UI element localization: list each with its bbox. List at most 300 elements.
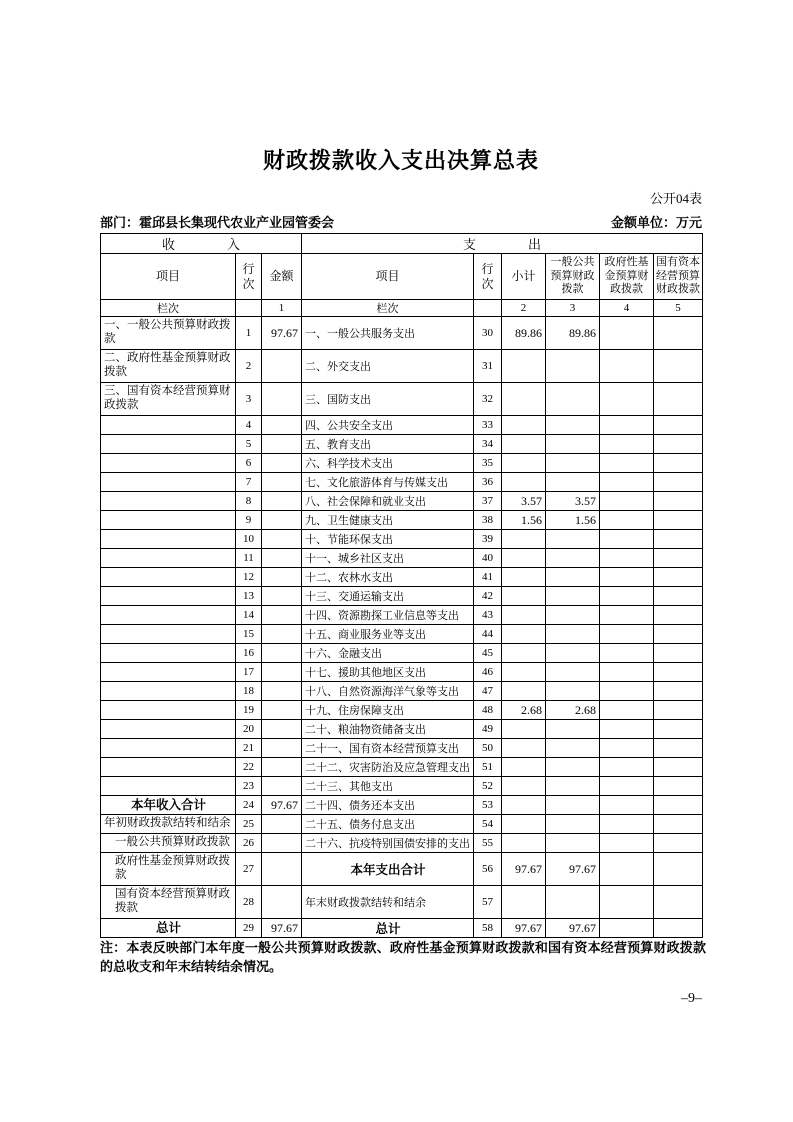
expense-item-cell: 二、外交支出: [302, 350, 474, 383]
expense-general-budget-cell: [546, 739, 600, 758]
income-amount-cell: [262, 383, 302, 416]
expense-subtotal-cell: [502, 834, 546, 853]
table-row: [101, 886, 703, 919]
table-row: [101, 720, 703, 739]
expense-state-capital-cell: [654, 492, 703, 511]
expense-rowno-cell: 54: [474, 815, 502, 834]
income-item-cell: [101, 758, 236, 777]
income-rowno-cell: 3: [236, 383, 262, 416]
income-amount-cell: [262, 644, 302, 663]
expense-general-budget-cell: [546, 435, 600, 454]
page-number: –9–: [681, 991, 702, 1006]
expense-rowno-cell: 49: [474, 720, 502, 739]
expense-general-budget-cell: 3.57: [546, 492, 600, 511]
expense-item-cell: 十、节能环保支出: [302, 530, 474, 549]
expense-general-budget-cell: [546, 625, 600, 644]
expense-subtotal-cell: 97.67: [502, 919, 546, 938]
income-rowno-cell: 5: [236, 435, 262, 454]
expense-item-cell: 三、国防支出: [302, 383, 474, 416]
table-row: [101, 834, 703, 853]
expense-state-capital-cell: [654, 511, 703, 530]
income-amount-cell: [262, 682, 302, 701]
expense-general-budget-cell: [546, 530, 600, 549]
expense-rowno-cell: 58: [474, 919, 502, 938]
expense-rowno-cell: 53: [474, 796, 502, 815]
income-rowno-cell: 19: [236, 701, 262, 720]
income-rowno-cell: 2: [236, 350, 262, 383]
expense-state-capital-cell: [654, 886, 703, 919]
expense-subtotal-cell: [502, 796, 546, 815]
expense-state-capital-cell: [654, 530, 703, 549]
table-row: [101, 777, 703, 796]
expense-item-cell: 二十、粮油物资储备支出: [302, 720, 474, 739]
income-item-cell: [101, 720, 236, 739]
table-row: [101, 454, 703, 473]
income-item-cell: [101, 701, 236, 720]
income-item-cell: [101, 625, 236, 644]
page-title: 财政拨款收入支出决算总表: [262, 148, 539, 173]
table-row: [101, 350, 703, 383]
expense-gov-fund-cell: [600, 606, 654, 625]
expense-item-cell: 十六、金融支出: [302, 644, 474, 663]
expense-state-capital-cell: [654, 701, 703, 720]
income-amount-cell: 97.67: [262, 796, 302, 815]
income-rowno-cell: 24: [236, 796, 262, 815]
expense-item-cell: 八、社会保障和就业支出: [302, 492, 474, 511]
expense-subtotal-cell: [502, 815, 546, 834]
expense-rowno-cell: 42: [474, 587, 502, 606]
income-item-cell: [101, 663, 236, 682]
expense-section-header: 支 出: [302, 234, 703, 254]
income-rowno-cell: 10: [236, 530, 262, 549]
table-row: [101, 530, 703, 549]
expense-item-cell: 六、科学技术支出: [302, 454, 474, 473]
expense-item-cell: 二十二、灾害防治及应急管理支出: [302, 758, 474, 777]
expense-subtotal-cell: [502, 383, 546, 416]
table-row: [101, 815, 703, 834]
table-row: [101, 606, 703, 625]
income-item-cell: [101, 587, 236, 606]
expense-rowno-cell: 56: [474, 853, 502, 886]
department-label: 部门：霍邱县长集现代农业产业园管委会: [100, 215, 335, 230]
expense-item-cell: 十九、住房保障支出: [302, 701, 474, 720]
income-item-cell: [101, 492, 236, 511]
table-row: [101, 492, 703, 511]
income-item-cell: [101, 777, 236, 796]
expense-state-capital-cell: [654, 606, 703, 625]
expense-general-budget-cell: [546, 834, 600, 853]
expense-general-budget-cell: [546, 758, 600, 777]
expense-general-budget-cell: [546, 383, 600, 416]
income-rowno-cell: 11: [236, 549, 262, 568]
lanci-col-3: 3: [546, 300, 600, 317]
expense-item-cell: 二十五、债务付息支出: [302, 815, 474, 834]
section-header-row: [101, 234, 703, 254]
expense-rowno-cell: 51: [474, 758, 502, 777]
expense-subtotal-cell: [502, 530, 546, 549]
income-section-header: 收 入: [101, 234, 302, 254]
income-item-cell: [101, 644, 236, 663]
income-amount-cell: [262, 815, 302, 834]
table-row: [101, 549, 703, 568]
table-row: [101, 511, 703, 530]
expense-rowno-cell: 36: [474, 473, 502, 492]
lanci-col-2: 2: [502, 300, 546, 317]
expense-state-capital-cell: [654, 919, 703, 938]
expense-item-cell: 二十一、国有资本经营预算支出: [302, 739, 474, 758]
col-income-rowno: 行次: [236, 254, 262, 300]
expense-subtotal-cell: [502, 886, 546, 919]
table-row: [101, 473, 703, 492]
income-item-cell: 总计: [101, 919, 236, 938]
expense-gov-fund-cell: [600, 317, 654, 350]
income-amount-cell: [262, 739, 302, 758]
expense-gov-fund-cell: [600, 701, 654, 720]
expense-item-cell: 本年支出合计: [302, 853, 474, 886]
income-amount-cell: [262, 606, 302, 625]
expense-rowno-cell: 41: [474, 568, 502, 587]
expense-rowno-cell: 44: [474, 625, 502, 644]
income-rowno-cell: 8: [236, 492, 262, 511]
expense-rowno-cell: 34: [474, 435, 502, 454]
expense-general-budget-cell: [546, 886, 600, 919]
expense-state-capital-cell: [654, 758, 703, 777]
expense-gov-fund-cell: [600, 758, 654, 777]
income-rowno-cell: 15: [236, 625, 262, 644]
income-amount-cell: [262, 834, 302, 853]
expense-gov-fund-cell: [600, 473, 654, 492]
expense-gov-fund-cell: [600, 492, 654, 511]
expense-item-cell: 年末财政拨款结转和结余: [302, 886, 474, 919]
table-row: [101, 682, 703, 701]
expense-subtotal-cell: [502, 473, 546, 492]
expense-gov-fund-cell: [600, 530, 654, 549]
expense-general-budget-cell: [546, 568, 600, 587]
expense-rowno-cell: 43: [474, 606, 502, 625]
expense-general-budget-cell: [546, 663, 600, 682]
expense-rowno-cell: 30: [474, 317, 502, 350]
table-row: [101, 739, 703, 758]
column-header-row: [101, 254, 703, 300]
income-rowno-cell: 6: [236, 454, 262, 473]
expense-general-budget-cell: [546, 606, 600, 625]
income-rowno-cell: 12: [236, 568, 262, 587]
expense-general-budget-cell: [546, 644, 600, 663]
expense-item-cell: 十八、自然资源海洋气象等支出: [302, 682, 474, 701]
lanci-col-5: 5: [654, 300, 703, 317]
income-amount-cell: [262, 777, 302, 796]
expense-rowno-cell: 40: [474, 549, 502, 568]
expense-state-capital-cell: [654, 435, 703, 454]
col-expense-item: 项目: [302, 254, 474, 300]
expense-gov-fund-cell: [600, 815, 654, 834]
expense-state-capital-cell: [654, 350, 703, 383]
expense-item-cell: 总计: [302, 919, 474, 938]
expense-state-capital-cell: [654, 720, 703, 739]
expense-item-cell: 二十六、抗疫特别国债安排的支出: [302, 834, 474, 853]
expense-state-capital-cell: [654, 644, 703, 663]
income-rowno-cell: 14: [236, 606, 262, 625]
table-row: [101, 568, 703, 587]
expense-state-capital-cell: [654, 473, 703, 492]
income-item-cell: 年初财政拨款结转和结余: [101, 815, 236, 834]
income-item-cell: [101, 416, 236, 435]
expense-item-cell: 二十三、其他支出: [302, 777, 474, 796]
income-amount-cell: [262, 454, 302, 473]
income-amount-cell: [262, 758, 302, 777]
expense-general-budget-cell: 2.68: [546, 701, 600, 720]
income-amount-cell: [262, 473, 302, 492]
income-item-cell: 本年收入合计: [101, 796, 236, 815]
expense-general-budget-cell: [546, 549, 600, 568]
table-row: [101, 758, 703, 777]
table-row: [101, 701, 703, 720]
lanci-empty-cell: [236, 300, 262, 317]
expense-subtotal-cell: [502, 568, 546, 587]
income-rowno-cell: 17: [236, 663, 262, 682]
expense-rowno-cell: 48: [474, 701, 502, 720]
income-item-cell: 二、政府性基金预算财政拨款: [101, 350, 236, 383]
expense-general-budget-cell: [546, 720, 600, 739]
expense-state-capital-cell: [654, 777, 703, 796]
expense-gov-fund-cell: [600, 435, 654, 454]
expense-gov-fund-cell: [600, 834, 654, 853]
final-accounts-table: [100, 233, 703, 938]
lanci-col-1: 1: [262, 300, 302, 317]
expense-state-capital-cell: [654, 796, 703, 815]
expense-rowno-cell: 57: [474, 886, 502, 919]
income-amount-cell: [262, 350, 302, 383]
income-amount-cell: [262, 511, 302, 530]
income-rowno-cell: 18: [236, 682, 262, 701]
income-amount-cell: [262, 549, 302, 568]
expense-item-cell: 十四、资源勘探工业信息等支出: [302, 606, 474, 625]
expense-general-budget-cell: [546, 796, 600, 815]
lanci-col-4: 4: [600, 300, 654, 317]
income-rowno-cell: 21: [236, 739, 262, 758]
expense-general-budget-cell: [546, 682, 600, 701]
lanci-empty-cell: [474, 300, 502, 317]
expense-subtotal-cell: [502, 587, 546, 606]
income-item-cell: 国有资本经营预算财政拨款: [101, 886, 236, 919]
income-rowno-cell: 1: [236, 317, 262, 350]
expense-general-budget-cell: [546, 454, 600, 473]
income-rowno-cell: 23: [236, 777, 262, 796]
income-item-cell: [101, 435, 236, 454]
expense-general-budget-cell: 1.56: [546, 511, 600, 530]
expense-state-capital-cell: [654, 568, 703, 587]
table-row: [101, 796, 703, 815]
expense-gov-fund-cell: [600, 383, 654, 416]
table-row: [101, 853, 703, 886]
expense-subtotal-cell: [502, 682, 546, 701]
col-expense-subtotal: 小计: [502, 254, 546, 300]
table-row: [101, 416, 703, 435]
expense-rowno-cell: 33: [474, 416, 502, 435]
table-row: [101, 644, 703, 663]
expense-subtotal-cell: [502, 350, 546, 383]
form-label: 公开04表: [649, 191, 702, 206]
income-rowno-cell: 20: [236, 720, 262, 739]
table-row: [101, 919, 703, 938]
col-income-amount: 金额: [262, 254, 302, 300]
table-row: [101, 587, 703, 606]
expense-rowno-cell: 55: [474, 834, 502, 853]
expense-state-capital-cell: [654, 317, 703, 350]
expense-subtotal-cell: [502, 454, 546, 473]
expense-rowno-cell: 52: [474, 777, 502, 796]
expense-rowno-cell: 45: [474, 644, 502, 663]
income-amount-cell: [262, 530, 302, 549]
income-item-cell: [101, 682, 236, 701]
expense-subtotal-cell: 97.67: [502, 853, 546, 886]
expense-gov-fund-cell: [600, 587, 654, 606]
expense-gov-fund-cell: [600, 511, 654, 530]
income-item-cell: 三、国有资本经营预算财政拨款: [101, 383, 236, 416]
expense-rowno-cell: 46: [474, 663, 502, 682]
expense-gov-fund-cell: [600, 350, 654, 383]
expense-rowno-cell: 39: [474, 530, 502, 549]
expense-subtotal-cell: [502, 777, 546, 796]
expense-state-capital-cell: [654, 853, 703, 886]
expense-general-budget-cell: 97.67: [546, 853, 600, 886]
income-amount-cell: [262, 625, 302, 644]
expense-subtotal-cell: [502, 435, 546, 454]
income-item-cell: 一、一般公共预算财政拨款: [101, 317, 236, 350]
expense-state-capital-cell: [654, 834, 703, 853]
expense-state-capital-cell: [654, 682, 703, 701]
expense-rowno-cell: 50: [474, 739, 502, 758]
income-amount-cell: [262, 587, 302, 606]
income-rowno-cell: 25: [236, 815, 262, 834]
meta-row: [100, 212, 702, 231]
expense-item-cell: 四、公共安全支出: [302, 416, 474, 435]
income-item-cell: 政府性基金预算财政拨款: [101, 853, 236, 886]
expense-state-capital-cell: [654, 383, 703, 416]
income-rowno-cell: 7: [236, 473, 262, 492]
expense-item-cell: 二十四、债务还本支出: [302, 796, 474, 815]
income-rowno-cell: 9: [236, 511, 262, 530]
table-row: [101, 435, 703, 454]
income-amount-cell: [262, 853, 302, 886]
expense-gov-fund-cell: [600, 853, 654, 886]
expense-general-budget-cell: [546, 350, 600, 383]
income-amount-cell: [262, 568, 302, 587]
expense-subtotal-cell: [502, 644, 546, 663]
expense-gov-fund-cell: [600, 919, 654, 938]
expense-general-budget-cell: [546, 587, 600, 606]
table-note: 注：本表反映部门本年度一般公共预算财政拨款、政府性基金预算财政拨款和国有资本经营预算财政拨款的总收支和年末结转结余情况。: [100, 940, 706, 974]
income-rowno-cell: 22: [236, 758, 262, 777]
expense-gov-fund-cell: [600, 568, 654, 587]
expense-state-capital-cell: [654, 739, 703, 758]
expense-general-budget-cell: 89.86: [546, 317, 600, 350]
expense-gov-fund-cell: [600, 720, 654, 739]
expense-gov-fund-cell: [600, 663, 654, 682]
expense-subtotal-cell: [502, 549, 546, 568]
expense-gov-fund-cell: [600, 739, 654, 758]
income-rowno-cell: 28: [236, 886, 262, 919]
expense-item-cell: 十五、商业服务业等支出: [302, 625, 474, 644]
expense-rowno-cell: 47: [474, 682, 502, 701]
income-amount-cell: [262, 886, 302, 919]
expense-state-capital-cell: [654, 587, 703, 606]
income-item-cell: [101, 473, 236, 492]
expense-state-capital-cell: [654, 815, 703, 834]
expense-subtotal-cell: [502, 625, 546, 644]
income-amount-cell: [262, 663, 302, 682]
expense-subtotal-cell: [502, 416, 546, 435]
income-rowno-cell: 26: [236, 834, 262, 853]
expense-subtotal-cell: [502, 758, 546, 777]
expense-general-budget-cell: [546, 777, 600, 796]
expense-state-capital-cell: [654, 416, 703, 435]
expense-gov-fund-cell: [600, 644, 654, 663]
expense-state-capital-cell: [654, 663, 703, 682]
expense-gov-fund-cell: [600, 454, 654, 473]
unit-label: 金额单位：万元: [610, 215, 702, 230]
expense-item-cell: 十一、城乡社区支出: [302, 549, 474, 568]
expense-gov-fund-cell: [600, 796, 654, 815]
expense-subtotal-cell: [502, 720, 546, 739]
income-item-cell: [101, 549, 236, 568]
income-item-cell: [101, 454, 236, 473]
expense-state-capital-cell: [654, 454, 703, 473]
expense-subtotal-cell: 3.57: [502, 492, 546, 511]
expense-rowno-cell: 38: [474, 511, 502, 530]
col-expense-rowno: 行次: [474, 254, 502, 300]
income-item-cell: 一般公共预算财政拨款: [101, 834, 236, 853]
income-rowno-cell: 4: [236, 416, 262, 435]
expense-general-budget-cell: [546, 815, 600, 834]
expense-gov-fund-cell: [600, 549, 654, 568]
income-amount-cell: [262, 435, 302, 454]
expense-general-budget-cell: [546, 473, 600, 492]
column-index-row: [101, 300, 703, 317]
col-general-budget: 一般公共预算财政拨款: [546, 254, 600, 300]
income-amount-cell: 97.67: [262, 317, 302, 350]
expense-rowno-cell: 32: [474, 383, 502, 416]
expense-general-budget-cell: 97.67: [546, 919, 600, 938]
lanci-label-expense: 栏次: [302, 300, 474, 317]
col-gov-fund-budget: 政府性基金预算财政拨款: [600, 254, 654, 300]
expense-item-cell: 十二、农林水支出: [302, 568, 474, 587]
table-body: [101, 317, 703, 938]
col-state-capital-budget: 国有资本经营预算财政拨款: [654, 254, 703, 300]
expense-subtotal-cell: 89.86: [502, 317, 546, 350]
expense-subtotal-cell: [502, 606, 546, 625]
income-item-cell: [101, 511, 236, 530]
expense-gov-fund-cell: [600, 682, 654, 701]
expense-state-capital-cell: [654, 549, 703, 568]
expense-item-cell: 十七、援助其他地区支出: [302, 663, 474, 682]
expense-item-cell: 五、教育支出: [302, 435, 474, 454]
income-item-cell: [101, 530, 236, 549]
income-item-cell: [101, 568, 236, 587]
expense-subtotal-cell: 2.68: [502, 701, 546, 720]
income-amount-cell: [262, 720, 302, 739]
income-rowno-cell: 13: [236, 587, 262, 606]
table-row: [101, 317, 703, 350]
income-rowno-cell: 27: [236, 853, 262, 886]
col-income-item: 项目: [101, 254, 236, 300]
income-amount-cell: [262, 701, 302, 720]
expense-gov-fund-cell: [600, 416, 654, 435]
expense-gov-fund-cell: [600, 625, 654, 644]
expense-rowno-cell: 31: [474, 350, 502, 383]
income-amount-cell: 97.67: [262, 919, 302, 938]
table-row: [101, 383, 703, 416]
